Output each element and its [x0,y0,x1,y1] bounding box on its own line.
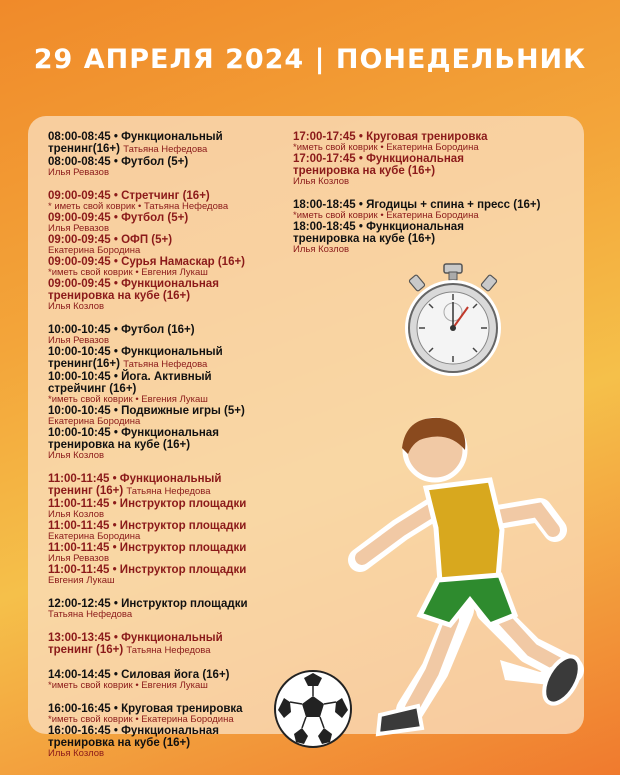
schedule-entry [293,199,583,221]
schedule-entry [48,156,283,178]
instructor-name: Илья Ревазов [48,223,110,234]
class-title-continued: тренировка на кубе (16+) [48,290,191,302]
schedule-entry [293,221,583,255]
class-time-title: 17:00-17:45 • Круговая тренировка [293,131,488,143]
schedule-entry [48,256,283,278]
instructor-name: Илья Ревазов [48,167,110,178]
schedule-entry [48,371,283,405]
class-time-title: 18:00-18:45 • Ягодицы + спина + пресс (16+) [293,199,541,211]
schedule-entry [48,131,283,156]
class-time-title: 10:00-10:45 • Футбол (16+) [48,324,195,336]
schedule-time-group [48,632,283,657]
schedule-time-group [48,190,283,312]
class-title-continued: тренировка на кубе (16+) [48,737,191,749]
class-time-title: 11:00-11:45 • Инструктор площадки [48,498,247,510]
class-time-title: 18:00-18:45 • Функциональная [293,221,464,233]
instructor-name: Татьяна Нефедова [126,486,211,497]
class-note: * иметь свой коврик • Татьяна Нефедова [48,201,229,212]
stopwatch-icon [398,262,508,380]
schedule-time-group [48,473,283,586]
schedule-time-group [48,598,283,620]
class-title-continued: тренировка на кубе (16+) [293,165,436,177]
class-time-title: 09:00-09:45 • Футбол (5+) [48,212,189,224]
instructor-name: Илья Козлов [48,450,105,461]
instructor-name: Татьяна Нефедова [126,645,211,656]
instructor-name: Екатерина Бородина [48,245,141,256]
instructor-name: Екатерина Бородина [48,531,141,542]
class-note: *иметь свой коврик • Екатерина Бородина [293,210,479,221]
instructor-name: Илья Козлов [48,301,105,312]
class-time-title: 10:00-10:45 • Функциональная [48,427,219,439]
schedule-entry [48,212,283,234]
class-note: *иметь свой коврик • Екатерина Бородина [48,714,234,725]
instructor-name: Екатерина Бородина [48,416,141,427]
schedule-time-group [48,131,283,178]
class-time-title: 11:00-11:45 • Инструктор площадки [48,542,247,554]
class-title-continued: тренинг (16+) Татьяна Нефедова [48,485,211,497]
class-note: *иметь свой коврик • Евгения Лукаш [48,267,208,278]
schedule-column-right [293,131,583,267]
class-title-continued: стрейчинг (16+) [48,383,137,395]
class-time-title: 09:00-09:45 • Функциональная [48,278,219,290]
instructor-name: Илья Козлов [293,244,350,255]
schedule-entry [48,669,283,691]
schedule-column-left [48,131,283,771]
class-time-title: 17:00-17:45 • Функциональная [293,153,464,165]
instructor-name: Илья Козлов [293,176,350,187]
schedule-entry [293,131,583,153]
class-time-title: 09:00-09:45 • Сурья Намаскар (16+) [48,256,246,268]
class-time-title: 10:00-10:45 • Функциональный [48,346,223,358]
class-title-continued: тренинг (16+) Татьяна Нефедова [48,644,211,656]
schedule-entry [48,234,283,256]
schedule-entry [48,190,283,212]
schedule-entry [48,542,283,564]
page-title: 29 АПРЕЛЯ 2024 | ПОНЕДЕЛЬНИК [33,44,587,75]
instructor-name: Татьяна Нефедова [123,359,208,370]
class-time-title: 09:00-09:45 • ОФП (5+) [48,234,173,246]
schedule-entry [48,498,283,520]
class-time-title: 10:00-10:45 • Йога. Активный [48,371,212,383]
class-time-title: 11:00-11:45 • Инструктор площадки [48,520,247,532]
class-time-title: 11:00-11:45 • Функциональный [48,473,222,485]
class-time-title: 16:00-16:45 • Функциональная [48,725,219,737]
class-time-title: 13:00-13:45 • Функциональный [48,632,223,644]
class-time-title: 10:00-10:45 • Подвижные игры (5+) [48,405,245,417]
instructor-name: Татьяна Нефедова [123,144,208,155]
class-title-continued: тренировка на кубе (16+) [48,439,191,451]
schedule-time-group [293,131,583,187]
schedule-time-group [48,669,283,691]
class-time-title: 08:00-08:45 • Функциональный [48,131,223,143]
instructor-name: Татьяна Нефедова [48,609,133,620]
schedule-entry [48,346,283,371]
schedule-entry [48,598,283,620]
schedule-entry [48,632,283,657]
schedule-entry [48,725,283,759]
instructor-name: Евгения Лукаш [48,575,115,586]
schedule-time-group [48,324,283,461]
schedule-entry [48,405,283,427]
class-time-title: 11:00-11:45 • Инструктор площадки [48,564,247,576]
instructor-name: Илья Ревазов [48,335,110,346]
class-time-title: 14:00-14:45 • Силовая йога (16+) [48,669,230,681]
soccer-ball-icon [272,668,354,750]
class-time-title: 08:00-08:45 • Футбол (5+) [48,156,189,168]
schedule-entry [48,427,283,461]
schedule-entry [48,520,283,542]
class-note: *иметь свой коврик • Евгения Лукаш [48,394,208,405]
class-time-title: 16:00-16:45 • Круговая тренировка [48,703,243,715]
instructor-name: Илья Ревазов [48,553,110,564]
class-note: *иметь свой коврик • Екатерина Бородина [293,142,479,153]
schedule-entry [48,473,283,498]
class-time-title: 09:00-09:45 • Стретчинг (16+) [48,190,210,202]
class-title-continued: тренировка на кубе (16+) [293,233,436,245]
schedule-entry [48,564,283,586]
schedule-time-group [293,199,583,255]
schedule-entry [293,153,583,187]
schedule-time-group [48,703,283,759]
running-boy-illustration [340,410,600,750]
instructor-name: Илья Козлов [48,748,105,759]
schedule-entry [48,703,283,725]
class-title-continued: тренинг(16+) Татьяна Нефедова [48,358,208,370]
class-title-continued: тренинг(16+) Татьяна Нефедова [48,143,208,155]
instructor-name: Илья Козлов [48,509,105,520]
schedule-entry [48,324,283,346]
schedule-entry [48,278,283,312]
class-time-title: 12:00-12:45 • Инструктор площадки [48,598,248,610]
class-note: *иметь свой коврик • Евгения Лукаш [48,680,208,691]
